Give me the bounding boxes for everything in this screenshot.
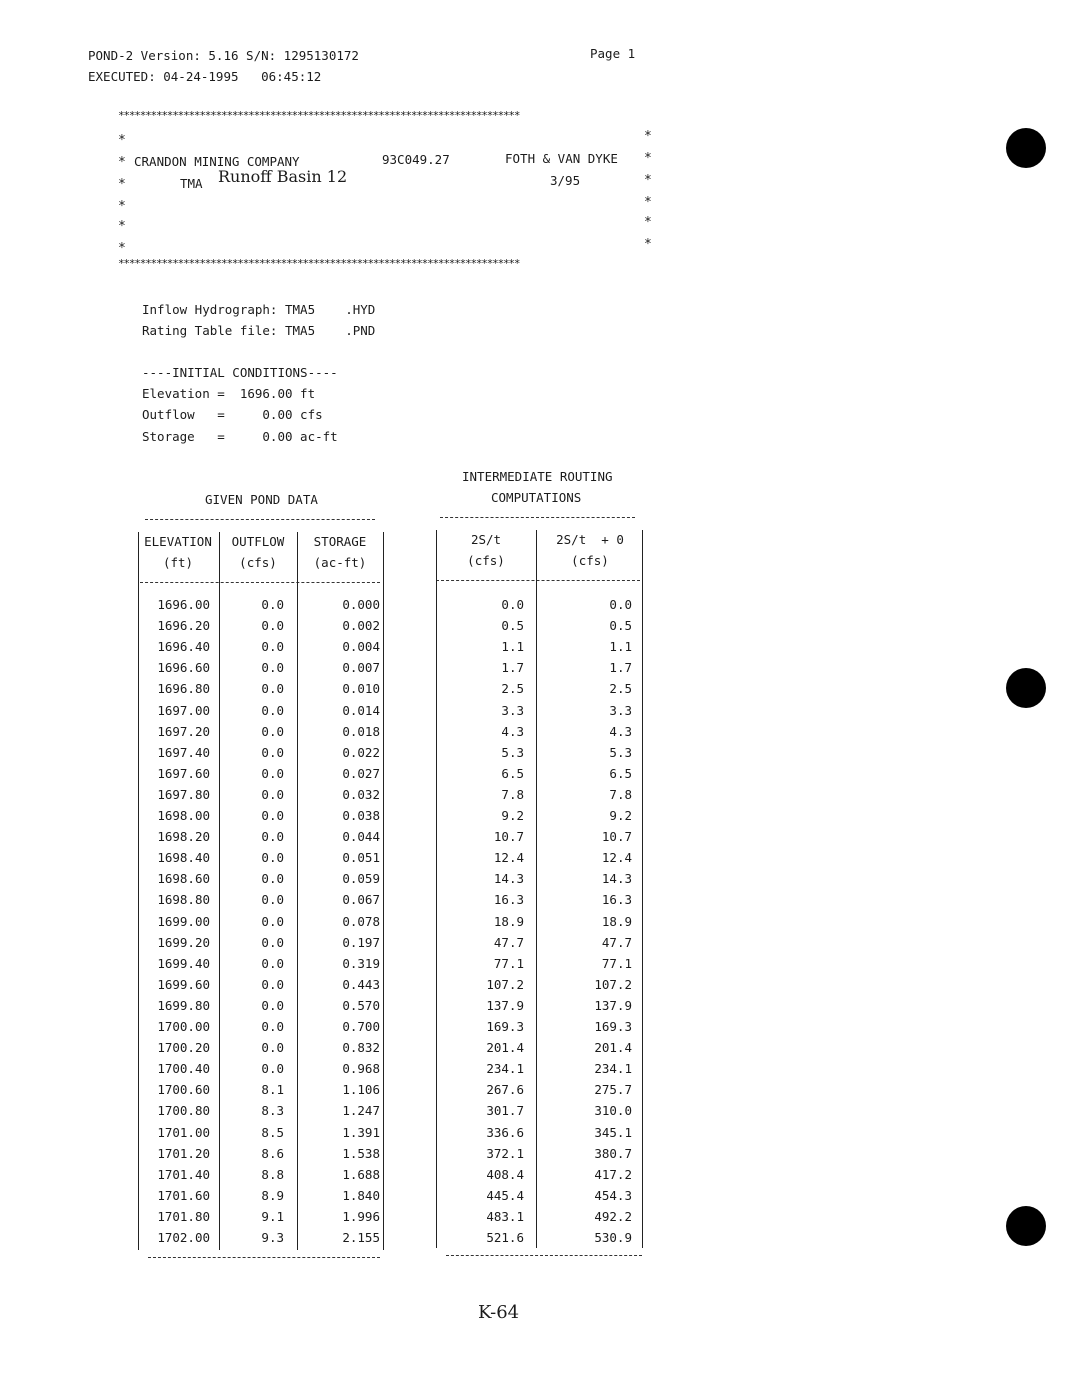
- storage-cell: 0.032: [342, 786, 380, 802]
- twos-t-cell: 201.4: [486, 1040, 524, 1056]
- elevation-cell: 1699.40: [157, 955, 210, 971]
- twos-t-plus-o-cell: 6.5: [609, 765, 632, 781]
- given-left-bar: [138, 532, 139, 1250]
- twos-t-plus-o-cell: 0.0: [609, 597, 632, 612]
- punch-hole: [1006, 1206, 1046, 1246]
- banner-star: *: [644, 129, 652, 144]
- twos-t-plus-o-cell: 7.8: [609, 786, 632, 802]
- storage-cell: 0.319: [342, 955, 380, 971]
- outflow-cell: 8.6: [261, 1145, 284, 1161]
- page-footer-label: K-64: [478, 1302, 520, 1323]
- given-top-rule: [145, 519, 375, 520]
- storage-cell: 1.688: [342, 1166, 380, 1182]
- twos-t-cell: 2.5: [501, 681, 524, 697]
- elevation-cell: 1699.00: [157, 913, 210, 929]
- storage-cell: 0.197: [342, 934, 380, 950]
- punch-hole: [1006, 668, 1046, 708]
- unit-storage: (ac-ft): [313, 555, 367, 570]
- twos-t-cell: 47.7: [493, 934, 524, 950]
- twos-t-cell: 12.4: [493, 850, 524, 866]
- twos-t-plus-o-cell: 9.2: [609, 808, 632, 823]
- header-2st-plus-o: 2S/t + 0: [556, 532, 624, 547]
- twos-t-cell: 234.1: [486, 1061, 524, 1077]
- storage-cell: 1.840: [342, 1187, 380, 1203]
- banner-star: *: [118, 177, 126, 192]
- banner-date: 3/95: [550, 173, 581, 188]
- banner-job-number: 93C049.27: [382, 152, 450, 167]
- twos-t-cell: 521.6: [486, 1230, 524, 1245]
- twos-t-plus-o-cell: 310.0: [594, 1103, 632, 1119]
- banner-firm: FOTH & VAN DYKE: [505, 151, 618, 166]
- twos-t-cell: 18.9: [493, 913, 524, 929]
- outflow-cell: 0.0: [261, 829, 284, 845]
- twos-t-plus-o-cell: 0.5: [609, 618, 632, 634]
- twos-t-plus-o-cell: 16.3: [601, 892, 632, 908]
- storage-cell: 1.106: [342, 1082, 380, 1098]
- elevation-cell: 1697.80: [157, 786, 210, 802]
- outflow-cell: 0.0: [261, 618, 284, 634]
- intermediate-title-2: COMPUTATIONS: [491, 490, 582, 505]
- elevation-cell: 1698.40: [157, 850, 210, 866]
- outflow-cell: 8.8: [261, 1166, 284, 1182]
- elevation-cell: 1698.20: [157, 829, 210, 845]
- given-bar-1: [219, 532, 220, 1250]
- twos-t-plus-o-cell: 169.3: [594, 1019, 632, 1034]
- outflow-cell: 8.9: [261, 1187, 284, 1203]
- banner-star: *: [118, 155, 126, 170]
- twos-t-plus-o-cell: 5.3: [609, 744, 632, 760]
- twos-t-cell: 483.1: [486, 1208, 524, 1224]
- elevation-cell: 1698.80: [157, 892, 210, 908]
- page-number: Page 1: [590, 46, 636, 61]
- header-storage: STORAGE: [313, 534, 367, 549]
- twos-t-plus-o-cell: 454.3: [594, 1187, 632, 1203]
- punch-hole: [1006, 128, 1046, 168]
- outflow-cell: 0.0: [261, 1061, 284, 1077]
- twos-t-plus-o-cell: 14.3: [601, 871, 632, 887]
- intermediate-top-rule: [440, 517, 635, 518]
- storage-cell: 1.247: [342, 1103, 380, 1119]
- elevation-cell: 1697.00: [157, 702, 210, 718]
- twos-t-cell: 1.1: [501, 639, 524, 655]
- unit-2st-plus-o: (cfs): [571, 553, 609, 568]
- elevation-cell: 1700.20: [157, 1040, 210, 1056]
- intermediate-title-1: INTERMEDIATE ROUTING: [462, 469, 613, 484]
- storage-cell: 0.078: [342, 913, 380, 929]
- twos-t-cell: 0.0: [501, 597, 524, 612]
- elevation-cell: 1701.20: [157, 1145, 210, 1161]
- twos-t-cell: 7.8: [501, 786, 524, 802]
- outflow-cell: 0.0: [261, 660, 284, 676]
- storage-cell: 0.051: [342, 850, 380, 866]
- elevation-cell: 1700.60: [157, 1082, 210, 1098]
- banner-star: *: [118, 133, 126, 148]
- twos-t-plus-o-cell: 10.7: [601, 829, 632, 845]
- version-line: POND-2 Version: 5.16 S/N: 1295130172: [88, 48, 359, 63]
- twos-t-cell: 16.3: [493, 892, 524, 908]
- elevation-cell: 1702.00: [157, 1230, 210, 1245]
- twos-t-cell: 169.3: [486, 1019, 524, 1034]
- outflow-cell: 0.0: [261, 723, 284, 739]
- initial-storage: Storage = 0.00 ac-ft: [142, 429, 338, 444]
- storage-cell: 0.832: [342, 1040, 380, 1056]
- given-bottom-rule: [148, 1257, 380, 1258]
- storage-cell: 1.538: [342, 1145, 380, 1161]
- elevation-cell: 1696.80: [157, 681, 210, 697]
- elevation-cell: 1697.20: [157, 723, 210, 739]
- rating-table-line: Rating Table file: TMA5 .PND: [142, 323, 376, 338]
- twos-t-plus-o-cell: 1.1: [609, 639, 632, 655]
- header-2st: 2S/t: [470, 532, 502, 547]
- elevation-cell: 1700.40: [157, 1061, 210, 1077]
- twos-t-cell: 372.1: [486, 1145, 524, 1161]
- elevation-cell: 1697.60: [157, 765, 210, 781]
- storage-cell: 0.027: [342, 765, 380, 781]
- banner-star: *: [644, 173, 652, 188]
- storage-cell: 0.022: [342, 744, 380, 760]
- outflow-cell: 0.0: [261, 786, 284, 802]
- storage-cell: 0.038: [342, 808, 380, 823]
- elevation-cell: 1701.80: [157, 1208, 210, 1224]
- banner-star: *: [644, 151, 652, 166]
- twos-t-plus-o-cell: 492.2: [594, 1208, 632, 1224]
- initial-elevation: Elevation = 1696.00 ft: [142, 386, 316, 401]
- banner-star: *: [644, 237, 652, 252]
- elevation-cell: 1700.80: [157, 1103, 210, 1119]
- twos-t-plus-o-cell: 2.5: [609, 681, 632, 697]
- twos-t-plus-o-cell: 345.1: [594, 1124, 632, 1140]
- banner-basin: Runoff Basin 12: [218, 167, 348, 186]
- unit-elevation: (ft): [162, 555, 194, 570]
- given-right-bar: [383, 532, 384, 1250]
- storage-cell: 0.000: [342, 597, 380, 612]
- storage-cell: 0.067: [342, 892, 380, 908]
- elevation-cell: 1701.40: [157, 1166, 210, 1182]
- storage-cell: 0.014: [342, 702, 380, 718]
- outflow-cell: 0.0: [261, 850, 284, 866]
- outflow-cell: 0.0: [261, 744, 284, 760]
- unit-outflow: (cfs): [239, 555, 277, 570]
- twos-t-plus-o-cell: 530.9: [594, 1230, 632, 1245]
- elevation-cell: 1700.00: [157, 1019, 210, 1034]
- header-elevation: ELEVATION: [144, 534, 212, 549]
- outflow-cell: 0.0: [261, 681, 284, 697]
- banner-bottom-border: **************************************************************************: [118, 257, 520, 270]
- twos-t-plus-o-cell: 1.7: [609, 660, 632, 676]
- twos-t-cell: 3.3: [501, 702, 524, 718]
- twos-t-cell: 445.4: [486, 1187, 524, 1203]
- given-pond-title: GIVEN POND DATA: [205, 492, 318, 507]
- unit-2st: (cfs): [467, 553, 505, 568]
- twos-t-cell: 14.3: [493, 871, 524, 887]
- intermediate-right-bar: [642, 530, 643, 1248]
- twos-t-cell: 9.2: [501, 808, 524, 823]
- elevation-cell: 1699.80: [157, 997, 210, 1013]
- outflow-cell: 0.0: [261, 765, 284, 781]
- elevation-cell: 1697.40: [157, 744, 210, 760]
- twos-t-plus-o-cell: 275.7: [594, 1082, 632, 1098]
- intermediate-mid-bar: [536, 530, 537, 1248]
- elevation-cell: 1696.00: [157, 597, 210, 612]
- banner-star: *: [118, 241, 126, 256]
- twos-t-plus-o-cell: 380.7: [594, 1145, 632, 1161]
- twos-t-plus-o-cell: 234.1: [594, 1061, 632, 1077]
- twos-t-plus-o-cell: 4.3: [609, 723, 632, 739]
- outflow-cell: 0.0: [261, 892, 284, 908]
- outflow-cell: 9.1: [261, 1208, 284, 1224]
- twos-t-cell: 336.6: [486, 1124, 524, 1140]
- outflow-cell: 8.3: [261, 1103, 284, 1119]
- executed-line: EXECUTED: 04-24-1995 06:45:12: [88, 69, 322, 84]
- outflow-cell: 0.0: [261, 1019, 284, 1034]
- elevation-cell: 1696.60: [157, 660, 210, 676]
- banner-star: *: [644, 215, 652, 230]
- banner-tma: TMA: [180, 176, 203, 191]
- storage-cell: 1.996: [342, 1208, 380, 1224]
- twos-t-cell: 107.2: [486, 976, 524, 992]
- twos-t-cell: 10.7: [493, 829, 524, 845]
- twos-t-cell: 267.6: [486, 1082, 524, 1098]
- outflow-cell: 8.5: [261, 1124, 284, 1140]
- outflow-cell: 0.0: [261, 934, 284, 950]
- storage-cell: 2.155: [342, 1230, 380, 1245]
- twos-t-plus-o-cell: 201.4: [594, 1040, 632, 1056]
- outflow-cell: 9.3: [261, 1230, 284, 1245]
- twos-t-cell: 0.5: [501, 618, 524, 634]
- banner-star: *: [118, 219, 126, 234]
- banner-top-border: **************************************************************************: [118, 109, 520, 122]
- outflow-cell: 8.1: [261, 1082, 284, 1098]
- header-outflow: OUTFLOW: [231, 534, 285, 549]
- twos-t-cell: 137.9: [486, 997, 524, 1013]
- twos-t-plus-o-cell: 12.4: [601, 850, 632, 866]
- storage-cell: 0.004: [342, 639, 380, 655]
- storage-cell: 0.443: [342, 976, 380, 992]
- twos-t-cell: 6.5: [501, 765, 524, 781]
- storage-cell: 0.059: [342, 871, 380, 887]
- outflow-cell: 0.0: [261, 808, 284, 823]
- twos-t-plus-o-cell: 107.2: [594, 976, 632, 992]
- elevation-cell: 1699.60: [157, 976, 210, 992]
- twos-t-plus-o-cell: 18.9: [601, 913, 632, 929]
- intermediate-left-bar: [436, 530, 437, 1248]
- outflow-cell: 0.0: [261, 913, 284, 929]
- elevation-cell: 1696.20: [157, 618, 210, 634]
- outflow-cell: 0.0: [261, 702, 284, 718]
- storage-cell: 0.044: [342, 829, 380, 845]
- initial-outflow: Outflow = 0.00 cfs: [142, 407, 323, 422]
- twos-t-cell: 301.7: [486, 1103, 524, 1119]
- banner-star: *: [118, 199, 126, 214]
- storage-cell: 0.700: [342, 1019, 380, 1034]
- intermediate-bottom-rule: [446, 1255, 642, 1256]
- outflow-cell: 0.0: [261, 955, 284, 971]
- banner-company: CRANDON MINING COMPANY: [134, 154, 300, 169]
- twos-t-cell: 5.3: [501, 744, 524, 760]
- elevation-cell: 1698.60: [157, 871, 210, 887]
- given-header-separator: [140, 582, 380, 583]
- storage-cell: 0.570: [342, 997, 380, 1013]
- twos-t-cell: 4.3: [501, 723, 524, 739]
- storage-cell: 0.968: [342, 1061, 380, 1077]
- storage-cell: 0.018: [342, 723, 380, 739]
- initial-conditions-title: ----INITIAL CONDITIONS----: [142, 365, 338, 380]
- twos-t-plus-o-cell: 47.7: [601, 934, 632, 950]
- twos-t-plus-o-cell: 137.9: [594, 997, 632, 1013]
- twos-t-plus-o-cell: 77.1: [601, 955, 632, 971]
- inflow-hydrograph-line: Inflow Hydrograph: TMA5 .HYD: [142, 302, 376, 317]
- intermediate-header-separator: [436, 580, 640, 581]
- twos-t-cell: 408.4: [486, 1166, 524, 1182]
- twos-t-cell: 1.7: [501, 660, 524, 676]
- banner-star: *: [644, 195, 652, 210]
- twos-t-plus-o-cell: 417.2: [594, 1166, 632, 1182]
- storage-cell: 0.002: [342, 618, 380, 634]
- elevation-cell: 1701.60: [157, 1187, 210, 1203]
- elevation-cell: 1696.40: [157, 639, 210, 655]
- elevation-cell: 1698.00: [157, 808, 210, 823]
- outflow-cell: 0.0: [261, 976, 284, 992]
- storage-cell: 1.391: [342, 1124, 380, 1140]
- outflow-cell: 0.0: [261, 871, 284, 887]
- twos-t-cell: 77.1: [493, 955, 524, 971]
- storage-cell: 0.007: [342, 660, 380, 676]
- twos-t-plus-o-cell: 3.3: [609, 702, 632, 718]
- outflow-cell: 0.0: [261, 997, 284, 1013]
- outflow-cell: 0.0: [261, 597, 284, 612]
- elevation-cell: 1701.00: [157, 1124, 210, 1140]
- given-bar-2: [297, 532, 298, 1250]
- outflow-cell: 0.0: [261, 1040, 284, 1056]
- elevation-cell: 1699.20: [157, 934, 210, 950]
- storage-cell: 0.010: [342, 681, 380, 697]
- outflow-cell: 0.0: [261, 639, 284, 655]
